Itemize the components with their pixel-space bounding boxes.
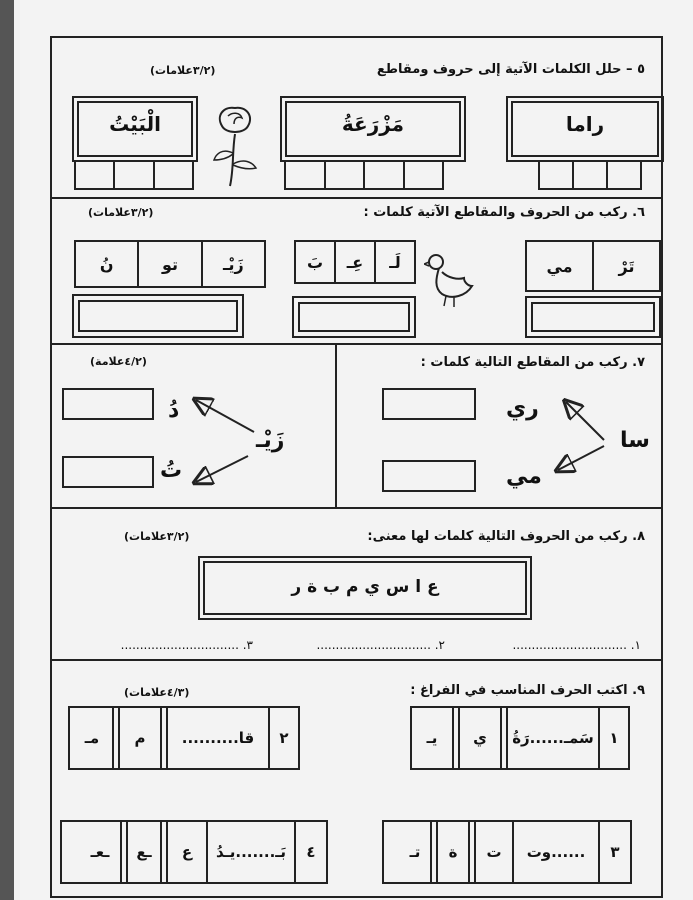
q9-row-4-opt-1[interactable]: ع	[166, 822, 206, 882]
q6-seg-1-2: مي	[546, 256, 573, 276]
q6-seg-3-1: زَيْـ	[201, 242, 264, 286]
q7-right-top: ري	[506, 396, 539, 421]
q8-letters: ع ا س ي م ب ة ر	[291, 577, 439, 597]
q6-seg-3-2: تو	[137, 242, 200, 286]
q9-row-1-num: ١	[598, 708, 628, 768]
q7-arrow-right-top	[566, 402, 604, 440]
q9-row-4-opt-2[interactable]: ـع	[126, 822, 160, 882]
q9-row-2-opt-2[interactable]: مـ	[84, 729, 100, 747]
q7-arrow-left-bottom	[196, 456, 248, 482]
q6-seg-1-1: تَرْ	[592, 242, 659, 290]
q6-marks: (٣/٢علامات)	[88, 206, 154, 219]
q8-marks: (٣/٢علامات)	[124, 530, 190, 543]
q9-row-4-word[interactable]: بَـ.......يـدُ	[206, 822, 294, 882]
q9-row-4-opt-3[interactable]: ـعـ	[90, 843, 110, 861]
q9-row-3-num: ٣	[598, 822, 630, 882]
q9-row-1	[410, 706, 630, 770]
q9-row-3-opt-2[interactable]: ة	[436, 822, 468, 882]
q7-title: ٧. ركب من المقاطع التالية كلمات :	[420, 355, 645, 370]
q9-row-4	[60, 820, 328, 884]
q9-row-2	[68, 706, 300, 770]
q9-row-2-word[interactable]: قا..........	[166, 708, 268, 768]
q6-seg-2-1: لَـ	[374, 242, 414, 282]
q9-row-2-opt-1[interactable]: م	[118, 708, 160, 768]
q5-word-2: مَزْرَعَةُ	[341, 112, 405, 136]
q9-row-3-word[interactable]: ......وت	[512, 822, 598, 882]
q5-marks: (٣/٢علامات)	[150, 64, 216, 77]
q9-marks: (٤/٣علامات)	[124, 686, 190, 699]
q9-row-3	[382, 820, 632, 884]
q5-title: ٥ – حلل الكلمات الآتية إلى حروف ومقاطع	[376, 62, 645, 77]
q6-seg-2-2: عِـ	[334, 242, 374, 282]
q7-marks: (٤/٢علامة)	[90, 355, 147, 368]
q9-title: ٩. اكتب الحرف المناسب في الفراغ :	[410, 683, 645, 698]
q6-title: ٦. ركب من الحروف والمقاطع الآتية كلمات :	[363, 205, 645, 220]
q7-left-top: دُ	[168, 398, 180, 423]
q5-word-1: راما	[565, 112, 605, 136]
q7-left-center: زَيْـ	[256, 428, 285, 453]
q9-row-1-opt-2[interactable]: يـ	[426, 729, 438, 747]
q6-seg-3-3: نُ	[99, 254, 114, 274]
q9-row-1-opt-1[interactable]: ي	[458, 708, 500, 768]
q8-blank-1[interactable]: ١. ..............................	[512, 638, 641, 652]
q9-row-3-opt-1[interactable]: ت	[474, 822, 512, 882]
q7-arrow-right-bottom	[558, 446, 604, 470]
q9-row-3-opt-3[interactable]: تـ	[409, 843, 421, 861]
q6-seg-2-3: بَ	[306, 252, 324, 272]
q8-blank-3[interactable]: ٣. ...............................	[120, 638, 253, 652]
q7-left-bottom: تُ	[160, 458, 183, 483]
q9-row-1-word[interactable]: سَمـ......رَةُ	[506, 708, 598, 768]
q5-word-3: الْبَيْتُ	[109, 112, 161, 136]
q8-blank-2[interactable]: ٢. ..............................	[316, 638, 445, 652]
q7-right-bottom: مي	[506, 464, 542, 489]
q7-arrow-left-top	[196, 400, 254, 432]
q8-title: ٨. ركب من الحروف التالية كلمات لها معنى:	[367, 529, 645, 544]
q9-row-4-num: ٤	[294, 822, 326, 882]
q7-right-center: سا	[620, 428, 650, 453]
q9-row-2-num: ٢	[268, 708, 298, 768]
